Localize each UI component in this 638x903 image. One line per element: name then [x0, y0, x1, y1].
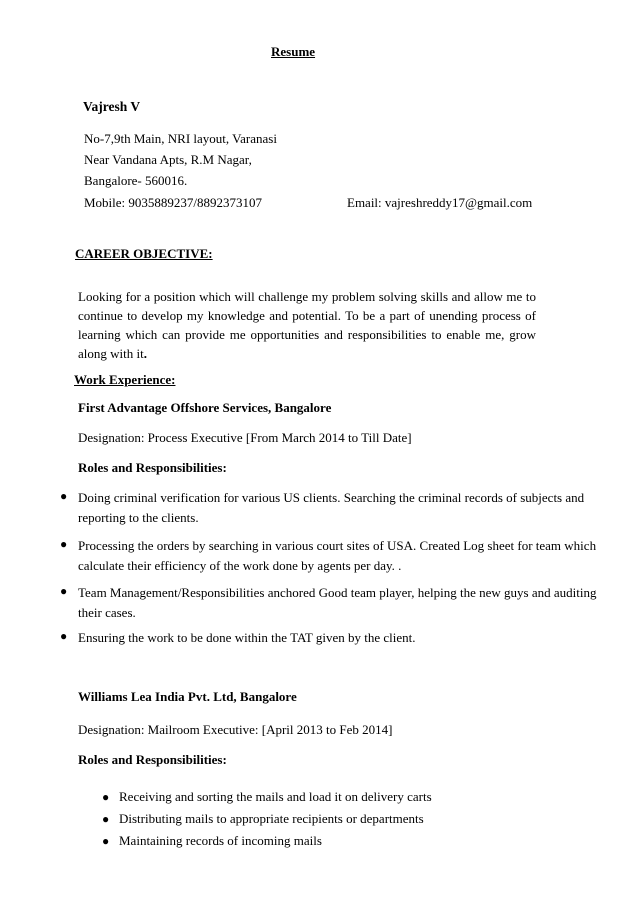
role-text: Receiving and sorting the mails and load it on delivery carts: [119, 789, 432, 804]
role-text: Doing criminal verification for various US clients. Searching the criminal records of subjects and reporting to the clients.: [78, 490, 585, 525]
role-text: Distributing mails to appropriate recipients or departments: [119, 811, 424, 826]
job-2-roles-heading: Roles and Responsibilities:: [78, 752, 227, 767]
document-title: Resume: [271, 44, 316, 59]
role-text: Team Management/Responsibilities anchored Good team player, helping the new guys and auditing their cases.: [78, 585, 597, 620]
career-objective-heading: CAREER OBJECTIVE:: [75, 246, 213, 261]
job-2-company: Williams Lea India Pvt. Ltd, Bangalore: [78, 689, 297, 704]
bullet-icon: ●: [60, 629, 68, 643]
mobile-number: Mobile: 9035889237/8892373107: [84, 195, 263, 210]
bullet-icon: ●: [60, 537, 68, 551]
address-line-1: No-7,9th Main, NRI layout, Varanasi: [84, 131, 277, 146]
objective-body: Looking for a position which will challenge my problem solving skills and allow me to continue to develop my knowledge and potential. To be a part of unending process of learning which can provide me opportunities and responsibilities to enable me, grow along with it: [78, 289, 536, 361]
career-objective-text: [78, 287, 536, 363]
bullet-icon: ●: [102, 812, 110, 826]
job-1-company: First Advantage Offshore Services, Bangalore: [78, 400, 332, 415]
role-text: Ensuring the work to be done within the TAT given by the client.: [78, 630, 416, 645]
job-1-designation: Designation: Process Executive [From March 2014 to Till Date]: [78, 430, 412, 445]
job-2-designation: Designation: Mailroom Executive: [April 2013 to Feb 2014]: [78, 722, 393, 737]
bullet-icon: ●: [60, 489, 68, 503]
work-experience-heading: Work Experience:: [74, 372, 176, 387]
role-text: Maintaining records of incoming mails: [119, 833, 322, 848]
address-line-2: Near Vandana Apts, R.M Nagar,: [84, 152, 252, 167]
bullet-icon: ●: [102, 790, 110, 804]
objective-end: .: [143, 346, 147, 361]
bullet-icon: ●: [60, 584, 68, 598]
bullet-icon: ●: [102, 834, 110, 848]
job-1-roles-heading: Roles and Responsibilities:: [78, 460, 227, 475]
candidate-name: Vajresh V: [83, 99, 141, 114]
email-address: Email: vajreshreddy17@gmail.com: [347, 195, 533, 210]
address-line-3: Bangalore- 560016.: [84, 173, 188, 188]
role-text: Processing the orders by searching in various court sites of USA. Created Log sheet for team which calculate their efficiency of the work done by agents per day. .: [78, 538, 597, 573]
